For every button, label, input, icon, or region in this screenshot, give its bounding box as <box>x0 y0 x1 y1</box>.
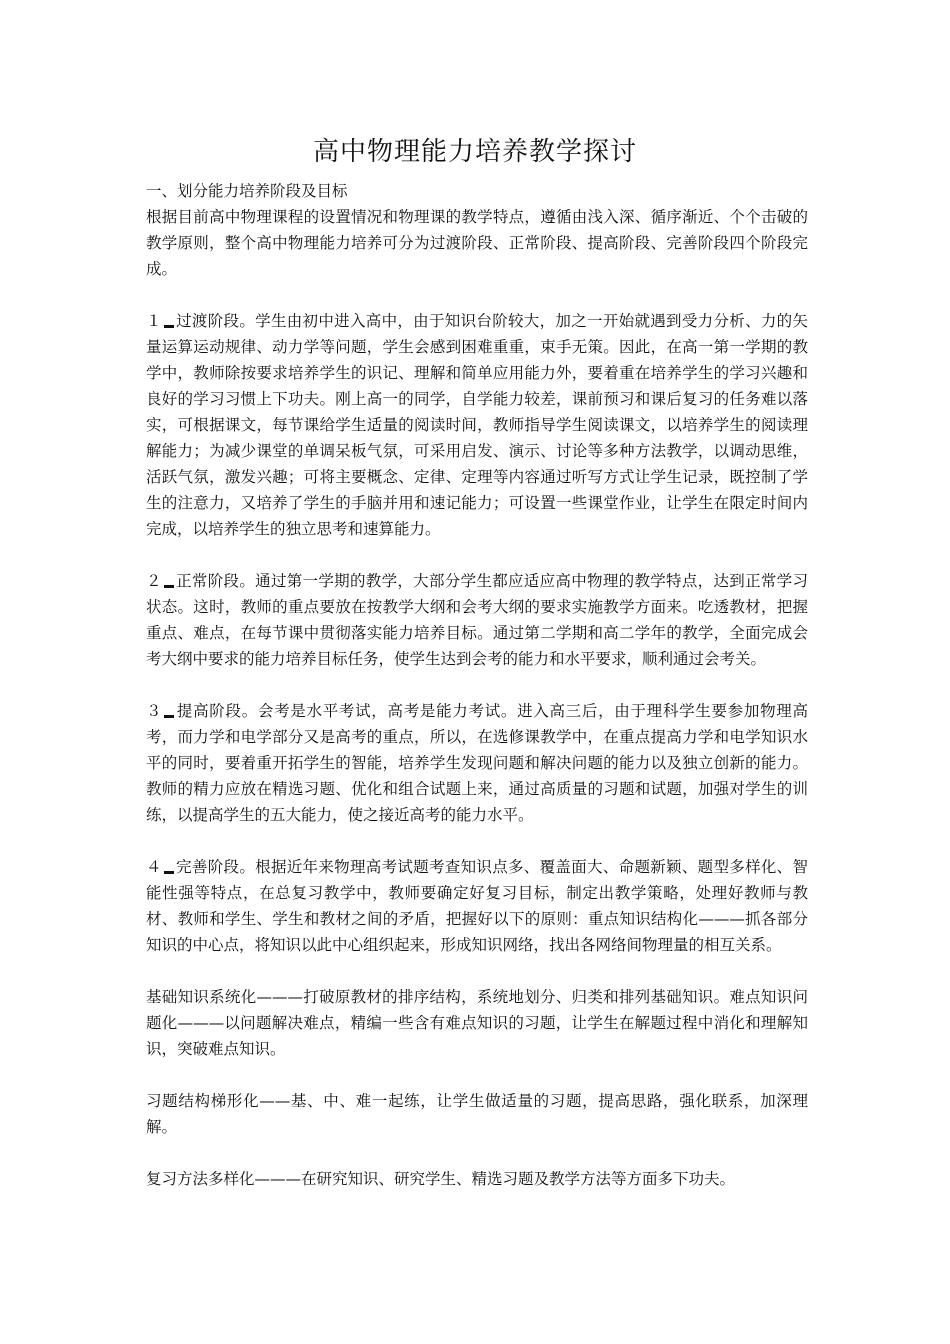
stage-paragraph-4 <box>146 854 808 958</box>
paragraph-gap <box>146 1062 808 1088</box>
stage-text: 提高阶段。会考是水平考试，高考是能力考试。进入高三后，由于理科学生要参加物理高考，而力学和电学部分又是高考的重点，所以，在选修课教学中，在重点提高力学和电学知识水平的同时，要着重开拓学生的智能，培养学生发现问题和解决问题的能力以及独立创新的能力。教师的精力应放在精选习题、优化和组合试题上来，通过高质量的习题和试题，加强对学生的训练，以提高学生的五大能力，使之接近高考的能力水平。 <box>146 702 808 824</box>
paragraph-gap <box>146 542 808 568</box>
principle-paragraph-2: 习题结构梯形化——基、中、难一起练，让学生做适量的习题，提高思路，强化联系，加深理解。 <box>146 1092 808 1136</box>
principle-paragraph-1: 基础知识系统化———打破原教材的排序结构，系统地划分、归类和排列基础知识。难点知识问题化———以问题解决难点，精编一些含有难点知识的习题，让学生在解题过程中消化和理解知识，突破难点知识。 <box>146 988 808 1058</box>
principle-paragraph-3: 复习方法多样化———在研究知识、研究学生、精选习题及教学方法等方面多下功夫。 <box>146 1170 736 1188</box>
section-heading: 一、划分能力培养阶段及目标 <box>146 182 348 200</box>
intro-paragraph: 根据目前高中物理课程的设置情况和物理课的教学特点，遵循由浅入深、循序渐近、个个击破的教学原则，整个高中物理能力培养可分为过渡阶段、正常阶段、提高阶段、完善阶段四个阶段完成。 <box>146 208 808 278</box>
stage-text: 过渡阶段。学生由初中进入高中，由于知识台阶较大，加之一开始就遇到受力分析、力的矢量运算运动规律、动力学等问题，学生会感到困难重重，束手无策。因此，在高一第一学期的教学中，教师除按要求培养学生的识记、理解和简单应用能力外，要着重在培养学生的学习兴趣和良好的学习习惯上下功夫。刚上高一的同学，自学能力较差，课前预习和课后复习的任务难以落实，可根据课文，每节课给学生适量的阅读时间，教师指导学生阅读课文，以培养学生的阅读理解能力；为减少课堂的单调呆板气氛，可采用启发、演示、讨论等多种方法教学，以调动思维，活跃气氛，激发兴趣；可将主要概念、定律、定理等内容通过听写方式让学生记录，既控制了学生的注意力，又培养了学生的手脑并用和速记能力；可设置一些课堂作业，让学生在限定时间内完成，以培养学生的独立思考和速算能力。 <box>146 312 808 538</box>
stage-number: １ <box>146 312 162 330</box>
document-body <box>146 178 808 1192</box>
list-marker <box>164 715 174 718</box>
paragraph-gap <box>146 1140 808 1166</box>
paragraph-gap <box>146 828 808 854</box>
stage-text: 正常阶段。通过第一学期的教学，大部分学生都应适应高中物理的教学特点，达到正常学习状态。这时，教师的重点要放在按教学大纲和会考大纲的要求实施教学方面来。吃透教材，把握重点、难点，在每节课中贯彻落实能力培养目标。通过第二学期和高二学年的教学，全面完成会考大纲中要求的能力培养目标任务，使学生达到会考的能力和水平要求，顺利通过会考关。 <box>146 572 808 668</box>
list-marker <box>164 325 174 328</box>
stage-paragraph-1 <box>146 308 808 542</box>
list-marker <box>164 585 174 588</box>
stage-text: 完善阶段。根据近年来物理高考试题考查知识点多、覆盖面大、命题新颖、题型多样化、智能性强等特点，在总复习教学中，教师要确定好复习目标，制定出教学策略，处理好教师与教材、教师和学生、学生和教材之间的矛盾，把握好以下的原则：重点知识结构化———抓各部分知识的中心点，将知识以此中心组织起来，形成知识网络，找出各网络间物理量的相互关系。 <box>146 858 808 954</box>
paragraph-gap <box>146 958 808 984</box>
paragraph-gap <box>146 672 808 698</box>
stage-number: ２ <box>146 572 162 590</box>
paragraph-gap <box>146 282 808 308</box>
document-title: 高中物理能力培养教学探讨 <box>312 137 637 167</box>
stage-number: ３ <box>146 702 163 720</box>
list-marker <box>164 871 174 874</box>
stage-paragraph-2 <box>146 568 808 672</box>
stage-paragraph-3 <box>146 698 808 828</box>
stage-number: ４ <box>146 858 162 876</box>
